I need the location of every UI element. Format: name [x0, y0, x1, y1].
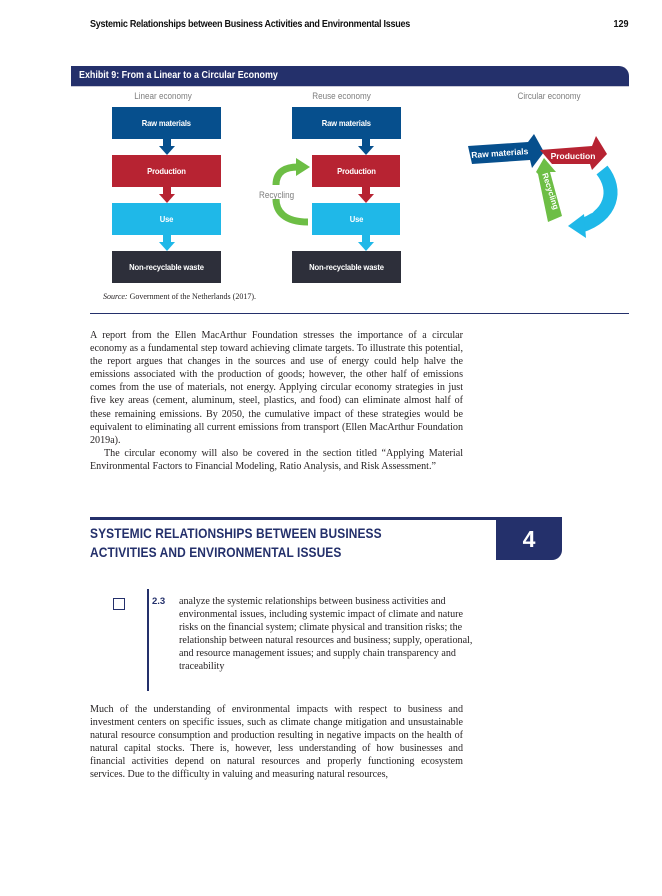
reuse-production-box: [312, 155, 400, 187]
down-arrow-icon: [159, 187, 175, 203]
learning-outcome-checkbox[interactable]: [113, 598, 125, 610]
linear-flow-arrows: [158, 139, 176, 251]
reuse-production-label: Production: [336, 166, 376, 176]
body-text-block-2: [90, 703, 463, 782]
body-paragraph: The circular economy will also be covered in the section titled “Applying Material Environmental Factors to Financial Modeling, Ratio Analysis, and Risk Assessment.”: [90, 447, 463, 472]
down-arrow-icon: [159, 139, 175, 155]
linear-production-label: Production: [147, 166, 186, 176]
circular-recycling-arrow: [536, 158, 562, 222]
body-text-block: [90, 329, 463, 473]
reuse-waste-label: Non-recyclable waste: [309, 262, 384, 272]
reuse-use-label: Use: [349, 214, 363, 224]
running-header-title: Systemic Relationships between Business Activities and Environmental Issues: [90, 18, 411, 30]
reuse-raw-materials-box: [292, 107, 401, 139]
source-label: Source:: [103, 292, 128, 301]
circular-economy-diagram: [462, 128, 622, 238]
reuse-flow-arrows: [357, 139, 375, 251]
page-number: 129: [613, 18, 629, 30]
circular-raw-materials-arrow: [468, 134, 544, 168]
linear-waste-label: Non-recyclable waste: [129, 262, 204, 272]
circular-use-label: Use: [584, 197, 603, 216]
exhibit-title: Exhibit 9: From a Linear to a Circular Economy: [79, 69, 278, 81]
circular-economy-label: Circular economy: [517, 91, 581, 101]
reuse-waste-box: [292, 251, 401, 283]
exhibit-divider: [90, 313, 629, 314]
source-text: Government of the Netherlands (2017).: [129, 292, 256, 301]
recycling-label: Recycling: [259, 190, 295, 200]
circular-recycling-label: Recycling: [540, 171, 561, 211]
section-number-badge: [496, 518, 562, 560]
linear-use-label: Use: [159, 214, 174, 224]
circular-production-arrow: [540, 136, 607, 170]
down-arrow-icon: [159, 235, 175, 251]
section-number: 4: [522, 525, 536, 552]
exhibit-underline: [71, 86, 629, 87]
reuse-economy-label: Reuse economy: [312, 91, 371, 101]
section-title: SYSTEMIC RELATIONSHIPS BETWEEN BUSINESS ACTIVITIES AND ENVIRONMENTAL ISSUES: [90, 526, 382, 560]
linear-raw-materials-label: Raw materials: [141, 118, 192, 128]
body-paragraph: A report from the Ellen MacArthur Foundation stresses the importance of a circular economy as a fundamental step toward achieving climate targets. To illustrate this potential, the report argues that changes in the sources and use of energy could help halve the emissions associated with the production of goods; however, the other half of emissions comes from the use of materials, not energy. Applying circular economy strategies in just five key areas (cement, aluminum, steel, plastics, and food) can eliminate almost half of these remaining emissions. By 2050, the cumulative impact of these strategies would be equivalent to eliminating all current emissions from transport (Ellen MacArthur Foundation 2019a).: [90, 330, 463, 446]
circular-production-label: Production: [550, 151, 596, 161]
learning-outcome-number: 2.3: [152, 596, 166, 607]
exhibit-source: [103, 292, 256, 301]
section-heading-rule: [90, 517, 562, 520]
reuse-raw-materials-label: Raw materials: [321, 118, 372, 128]
linear-raw-materials-box: [112, 107, 221, 139]
learning-outcome-text: analyze the systemic relationships between business activities and environmental issues, including systemic impact of climate and nature risks on the financial system; climate physical and transition risks; the relationship between natural resources and business; supply, operational, and resource management issues; and supply chain transparency and traceability: [179, 596, 473, 673]
learning-outcome-rule: [147, 589, 149, 691]
down-arrow-icon: [358, 139, 374, 155]
linear-waste-box: [112, 251, 221, 283]
reuse-use-box: [312, 203, 400, 235]
exhibit-title-bar: [71, 66, 629, 86]
body-paragraph: Much of the understanding of environmental impacts with respect to business and investment centers on specific issues, such as climate change mitigation and unsustainable natural resource consumption and production resulting in negative impacts on the health of natural capital stocks. There is, however, less understanding of how businesses and financial activities depend on natural resources and properly functioning ecosystem services. Due to the difficulty in valuing and measuring natural resources,: [90, 704, 463, 781]
circular-use-arrow: [568, 170, 611, 238]
linear-economy-label: Linear economy: [134, 91, 192, 101]
circular-raw-materials-label: Raw materials: [470, 146, 529, 160]
down-arrow-icon: [358, 187, 374, 203]
down-arrow-icon: [358, 235, 374, 251]
